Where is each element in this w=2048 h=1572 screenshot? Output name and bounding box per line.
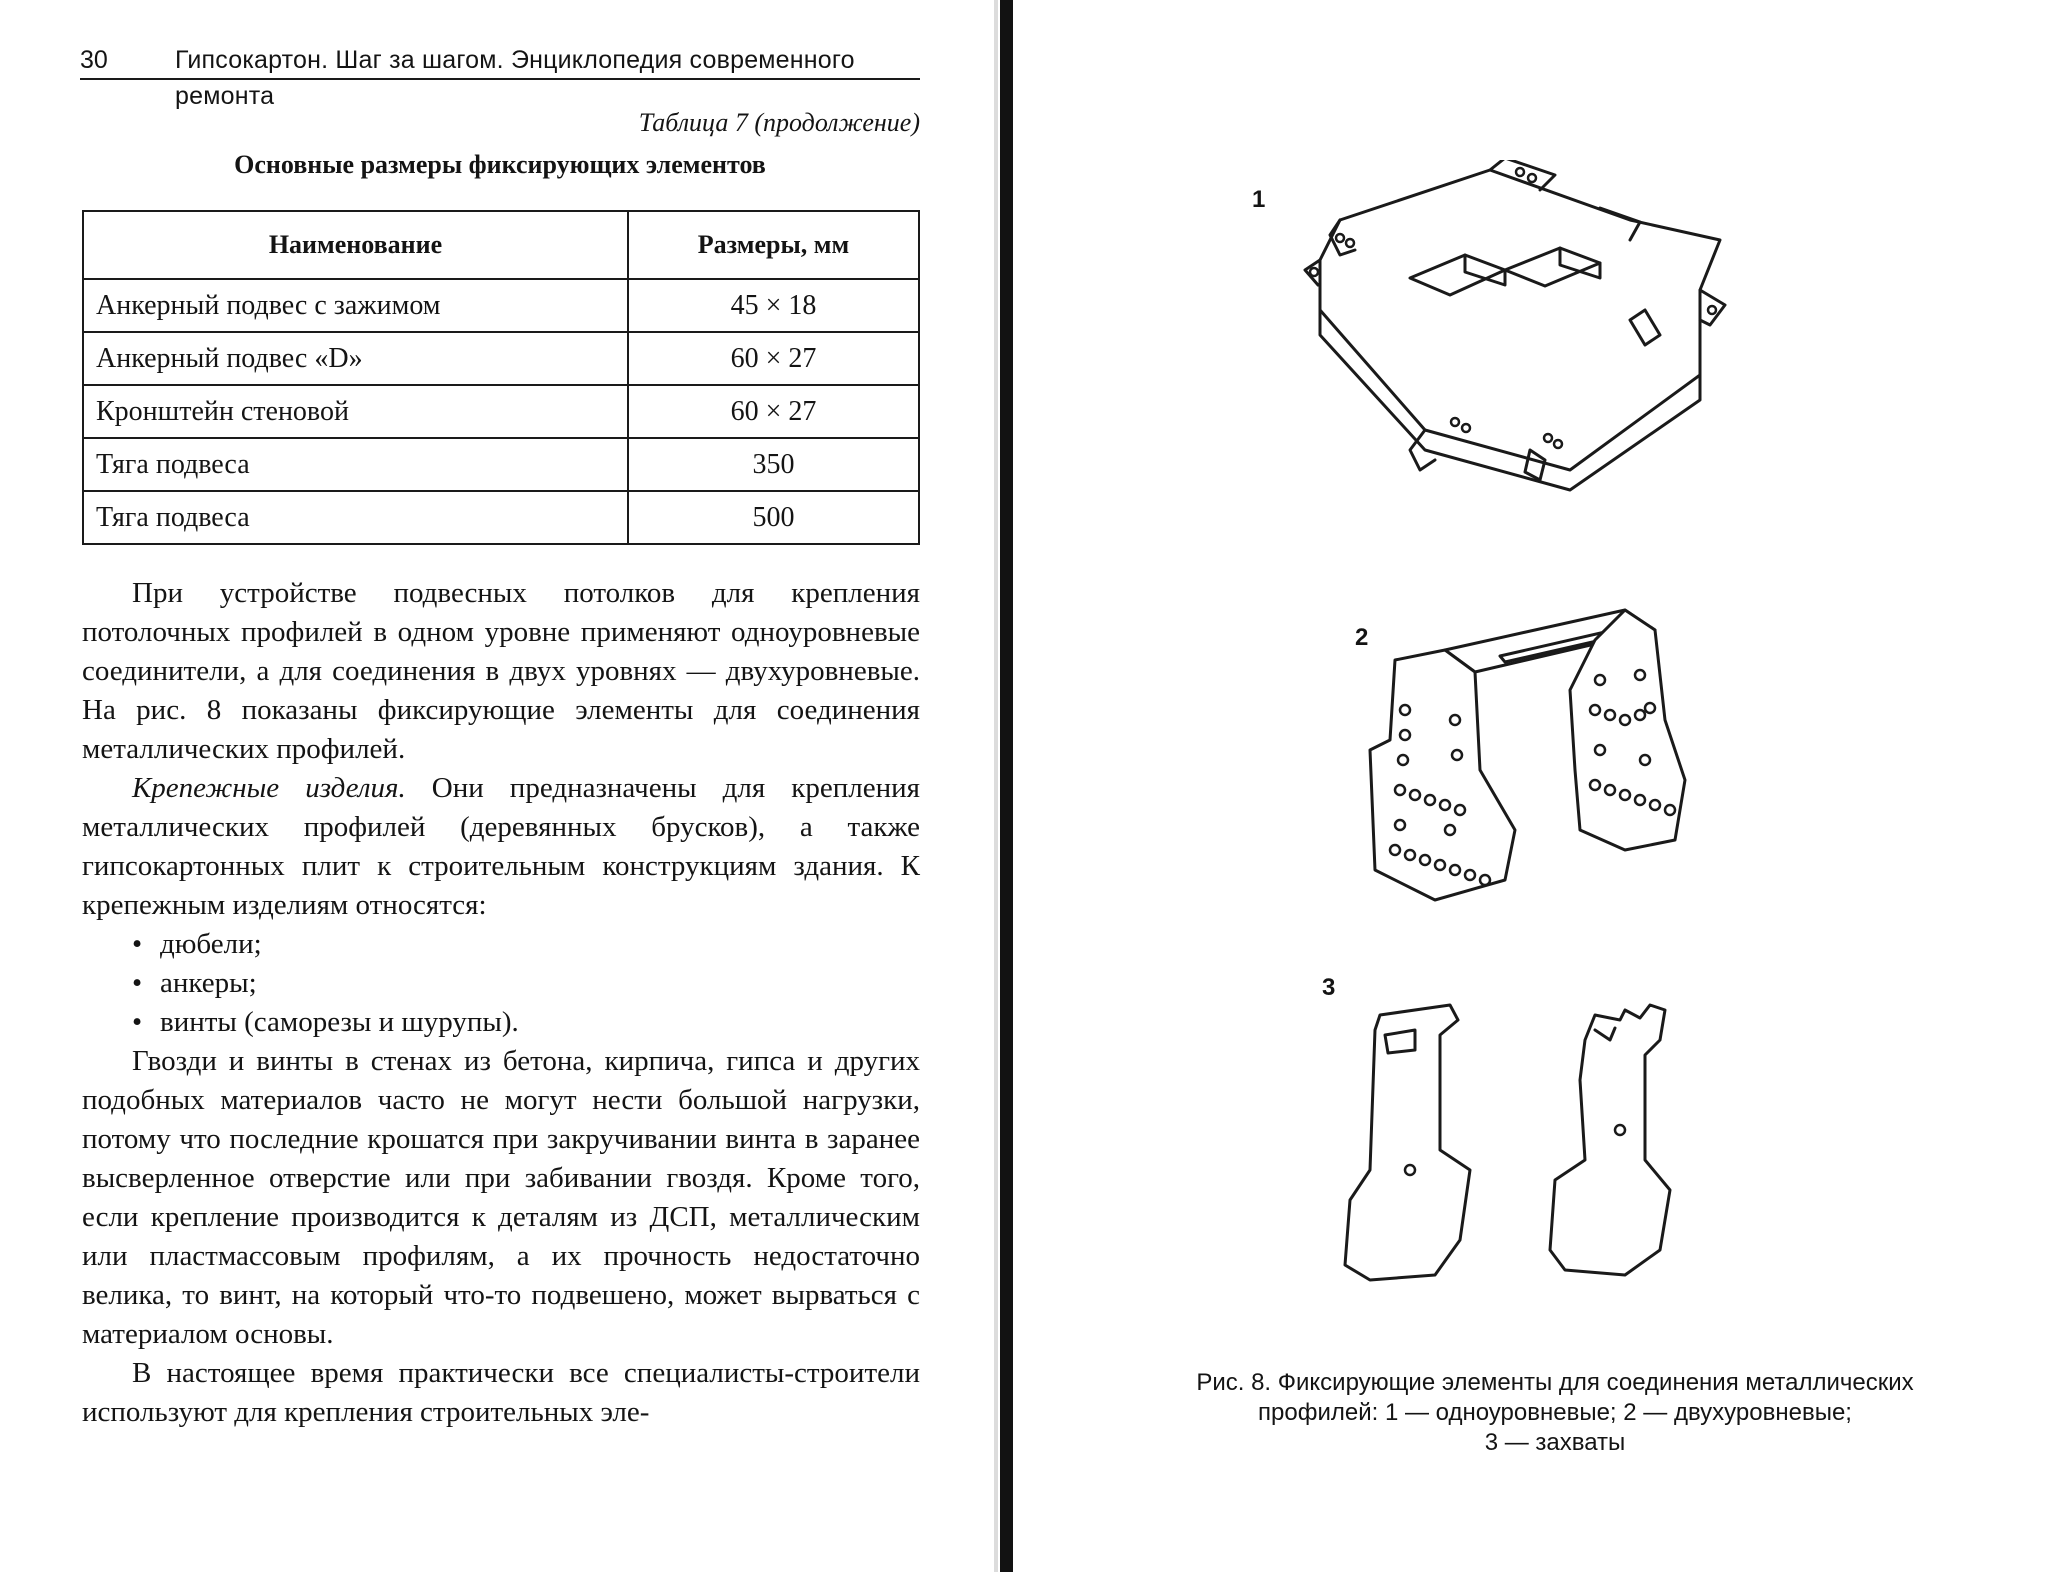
figure-label-3: 3 — [1322, 974, 1336, 1001]
table-cell-size: 500 — [628, 491, 919, 544]
paragraph: Гвозди и винты в стенах из бетона, кирпича, гипса и других подобных материалов часто не могут нести большой нагрузки, потому что последние крошатся при закручивании винта в заранее высверленное отверстие или при забивании гвоздя. Кроме того, если крепление производится к деталям из ДСП, металлическим или пластмассовым профилям, а их прочность недостаточно велика, то винт, на который что-то подвешено, может вырваться с материалом основы. — [82, 1045, 920, 1350]
table-cell-name: Анкерный подвес с зажимом — [83, 279, 628, 332]
running-head — [80, 38, 920, 110]
table-header-name: Наименование — [83, 211, 628, 279]
table-cell-size: 60 × 27 — [628, 332, 919, 385]
bullet-icon: • — [132, 928, 143, 960]
caption-line: 3 — захваты — [1484, 1429, 1626, 1456]
table-cell-name: Тяга подвеса — [83, 438, 628, 491]
table-row — [83, 438, 919, 491]
table-cell-size: 350 — [628, 438, 919, 491]
figure-label-2: 2 — [1355, 624, 1369, 651]
clips-drawing — [1340, 1000, 1720, 1320]
table-cell-name: Тяга подвеса — [83, 491, 628, 544]
figure-caption — [1105, 1368, 2005, 1458]
table-row — [83, 332, 919, 385]
table-cell-size: 60 × 27 — [628, 385, 919, 438]
table-caption: Таблица 7 (продолжение) — [638, 108, 920, 137]
right-page — [1030, 0, 2048, 1572]
dimensions-table — [82, 210, 920, 545]
book-spine — [1000, 0, 1013, 1572]
bullet-list — [82, 925, 920, 1042]
table-row — [83, 491, 919, 544]
table-header-row — [83, 211, 919, 279]
bullet-icon: • — [132, 967, 143, 999]
table-cell-name: Кронштейн стеновой — [83, 385, 628, 438]
figure-label-1: 1 — [1252, 186, 1266, 213]
list-item — [82, 1003, 920, 1042]
running-title: Гипсокартон. Шаг за шагом. Энциклопедия современного ремонта — [175, 46, 855, 110]
bullet-icon: • — [132, 1006, 143, 1038]
single-level-connector-drawing — [1300, 160, 1760, 500]
list-item-text: винты (саморезы и шурупы). — [160, 1006, 519, 1038]
paragraph: В настоящее время практически все специалисты-строители используют для крепления строительных эле- — [82, 1357, 920, 1428]
table-cell-size: 45 × 18 — [628, 279, 919, 332]
table-cell-name: Анкерный подвес «D» — [83, 332, 628, 385]
book-spine-shadow — [994, 0, 998, 1572]
list-item — [82, 964, 920, 1003]
table-title: Основные размеры фиксирующих элементов — [234, 150, 766, 179]
table-row — [83, 385, 919, 438]
paragraph: При устройстве подвесных потолков для крепления потолочных профилей в одном уровне применяют одноуровневые соединители, а для соединения в двух уровнях — двухуровневые. На рис. 8 показаны фиксирующие элементы для соединения металлических профилей. — [82, 577, 920, 765]
body-text — [82, 574, 920, 1432]
left-page — [80, 0, 920, 1572]
list-item — [82, 925, 920, 964]
list-item-text: дюбели; — [160, 928, 262, 960]
paragraph-lead-italic: Крепежные изделия. — [132, 772, 406, 804]
table-row — [83, 279, 919, 332]
caption-line: профилей: 1 — одноуровневые; 2 — двухуровневые; — [1258, 1399, 1852, 1426]
caption-line: Рис. 8. Фиксирующие элементы для соединения металлических — [1196, 1369, 1914, 1396]
table-header-size: Размеры, мм — [628, 211, 919, 279]
page-number: 30 — [80, 46, 108, 74]
list-item-text: анкеры; — [160, 967, 257, 999]
two-level-connector-drawing — [1355, 600, 1715, 920]
paragraph — [82, 769, 920, 925]
paragraph-text: Они предназначены для крепления металлических профилей (деревянных брусков), а также гипсокартонных плит к строительным конструкциям здания. К крепежным изделиям относятся: — [82, 772, 920, 921]
